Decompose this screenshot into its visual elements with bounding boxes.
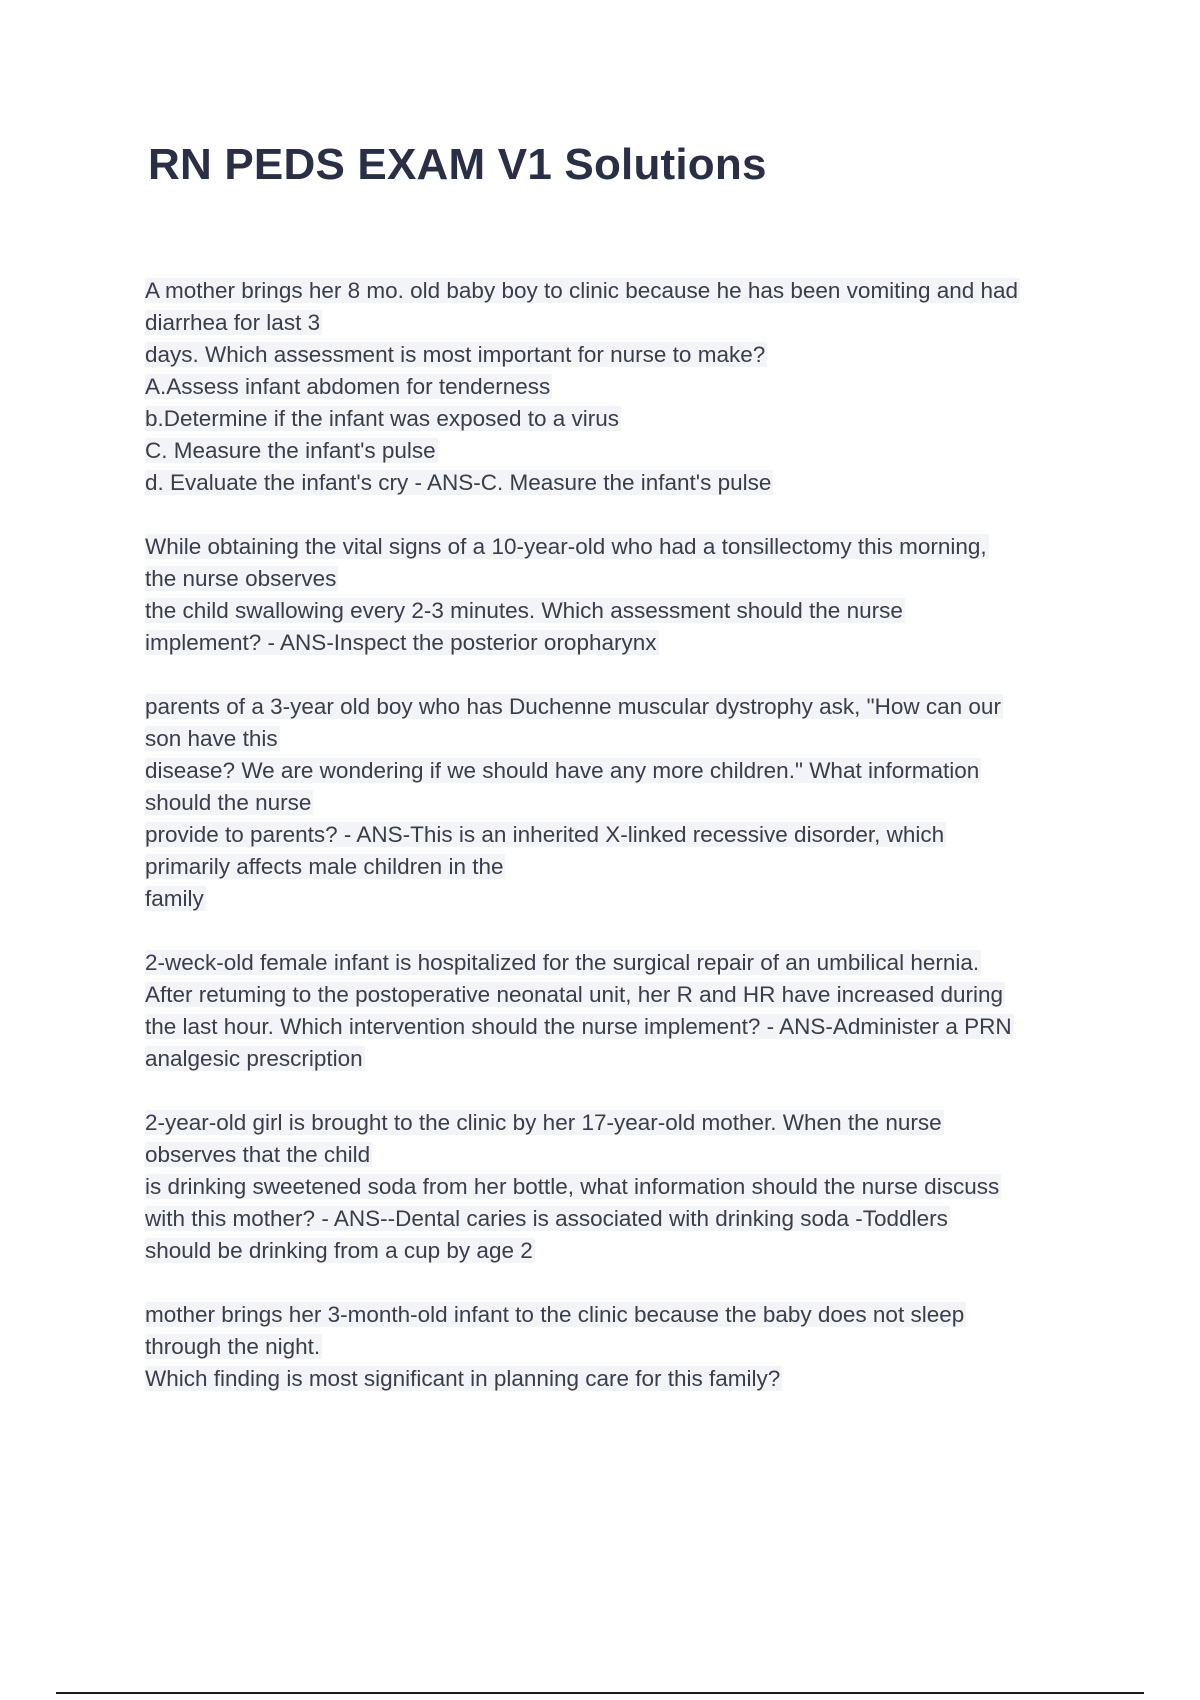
text-line: After retuming to the postoperative neonatal unit, her R and HR have increased during — [145, 982, 1004, 1007]
page-bottom-divider — [56, 1692, 1144, 1694]
page-title: RN PEDS EXAM V1 Solutions — [148, 140, 767, 189]
text-line: b.Determine if the infant was exposed to a virus — [145, 406, 619, 431]
question-item — [145, 1299, 1095, 1395]
text-line: Which finding is most significant in planning care for this family? — [145, 1366, 781, 1391]
text-line: diarrhea for last 3 — [145, 310, 321, 335]
text-line: the child swallowing every 2-3 minutes. Which assessment should the nurse — [145, 598, 903, 623]
text-line: disease? We are wondering if we should have any more children." What information — [145, 758, 980, 783]
text-line: 2-year-old girl is brought to the clinic by her 17-year-old mother. When the nurse — [145, 1110, 942, 1135]
question-item — [145, 531, 1095, 659]
question-item — [145, 947, 1095, 1075]
question-item — [145, 275, 1095, 499]
text-line: analgesic prescription — [145, 1046, 363, 1071]
text-line: the nurse observes — [145, 566, 337, 591]
text-line: While obtaining the vital signs of a 10-year-old who had a tonsillectomy this morning, — [145, 534, 987, 559]
question-item — [145, 1107, 1095, 1267]
text-line: A mother brings her 8 mo. old baby boy to clinic because he has been vomiting and had — [145, 278, 1019, 303]
text-line: should the nurse — [145, 790, 312, 815]
text-line: 2-weck-old female infant is hospitalized for the surgical repair of an umbilical hernia. — [145, 950, 980, 975]
text-line: provide to parents? - ANS-This is an inherited X-linked recessive disorder, which — [145, 822, 945, 847]
text-line: observes that the child — [145, 1142, 371, 1167]
text-line: is drinking sweetened soda from her bottle, what information should the nurse discuss — [145, 1174, 1000, 1199]
text-line: family — [145, 886, 204, 911]
text-line: A.Assess infant abdomen for tenderness — [145, 374, 551, 399]
text-line: d. Evaluate the infant's cry - ANS-C. Measure the infant's pulse — [145, 470, 772, 495]
text-line: parents of a 3-year old boy who has Duchenne muscular dystrophy ask, "How can our — [145, 694, 1001, 719]
text-line: with this mother? - ANS--Dental caries is associated with drinking soda -Toddlers — [145, 1206, 948, 1231]
text-line: the last hour. Which intervention should the nurse implement? - ANS-Administer a PRN — [145, 1014, 1012, 1039]
question-list — [145, 275, 1095, 1427]
text-line: C. Measure the infant's pulse — [145, 438, 436, 463]
question-item — [145, 691, 1095, 915]
text-line: implement? - ANS-Inspect the posterior oropharynx — [145, 630, 657, 655]
text-line: mother brings her 3-month-old infant to the clinic because the baby does not sleep — [145, 1302, 965, 1327]
text-line: primarily affects male children in the — [145, 854, 504, 879]
text-line: son have this — [145, 726, 278, 751]
text-line: through the night. — [145, 1334, 321, 1359]
text-line: days. Which assessment is most important for nurse to make? — [145, 342, 766, 367]
text-line: should be drinking from a cup by age 2 — [145, 1238, 533, 1263]
